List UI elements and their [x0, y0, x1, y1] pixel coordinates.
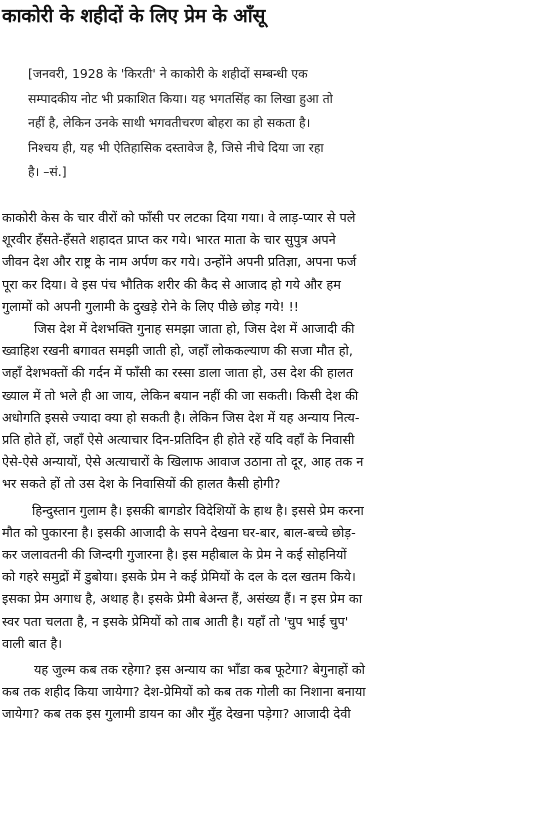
- paragraph-line: ख्याल में तो भले ही आ जाय, लेकिन बयान नहीं की जा सकती। किसी देश की: [2, 388, 359, 404]
- paragraph-line: ऐसे-ऐसे अन्यायों, ऐसे अत्याचारों के खिलाफ आवाज उठाना तो दूर, आह तक न: [2, 455, 364, 471]
- paragraph-line: हिन्दुस्तान गुलाम है। इसकी बागडोर विदेशियों के हाथ है। इससे प्रेम करना: [32, 503, 364, 519]
- editorial-note-line: [जनवरी, 1928 के 'किरती' ने काकोरी के शहीदों सम्बन्धी एक: [28, 66, 308, 81]
- paragraph-line: काकोरी केस के चार वीरों को फाँसी पर लटका दिया गया। वे लाड़-प्यार से पले: [2, 211, 356, 226]
- paragraph-line: भर सकते हों तो उस देश के निवासियों की हालत कैसी होगी?: [2, 477, 281, 493]
- paragraph-line: स्वर पता चलता है, न इसके प्रेमियों को ताब आती है। यहाँ तो 'चुप भाई चुप': [2, 614, 349, 630]
- editorial-note: [28, 62, 498, 185]
- paragraph-line: इसका प्रेम अगाध है, अथाह है। इसके प्रेमी बेअन्त हैं, असंख्य हैं। न इस प्रेम का: [2, 592, 363, 608]
- article-body: [2, 208, 532, 727]
- paragraph-line: कर जलावतनी की जिन्दगी गुजारना है। इस महीबाल के प्रेम ने कई सोहनियों: [2, 548, 347, 564]
- paragraph-line: जीवन देश और राष्ट्र के नाम अर्पण कर गये। उन्होंने अपनी प्रतिज्ञा, अपना फर्ज: [2, 255, 357, 271]
- paragraph-line: गुलामों को अपनी गुलामी के दुखड़े रोने के लिए पीछे छोड़ गये! !!: [2, 299, 299, 315]
- paragraph: [2, 501, 532, 656]
- paragraph: [2, 660, 532, 727]
- paragraph-line: जिस देश में देशभक्ति गुनाह समझा जाता हो, जिस देश में आजादी की: [34, 322, 355, 338]
- paragraph: [2, 319, 532, 497]
- paragraph: [2, 208, 532, 319]
- paragraph-line: वाली बात है।: [2, 636, 63, 652]
- paragraph-line: यह जुल्म कब तक रहेगा? इस अन्याय का भाँडा कब फूटेगा? बेगुनाहों को: [34, 663, 365, 679]
- paragraph-line: पूरा कर दिया। वे इस पंच भौतिक शरीर की कैद से आजाद हो गये और हम: [2, 277, 341, 293]
- paragraph-line: जहाँ देशभक्तों की गर्दन में फाँसी का रस्सा डाला जाता हो, उस देश की हालत: [2, 366, 354, 382]
- paragraph-line: ख्वाहिश रखनी बगावत समझी जाती हो, जहाँ लोककल्याण की सजा मौत हो,: [2, 344, 353, 360]
- paragraph-line: शूरवीर हँसते-हँसते शहादत प्राप्त कर गये। भारत माता के चार सुपुत्र अपने: [2, 233, 336, 249]
- paragraph-line: मौत को पुकारना है। इसकी आजादी के सपने देखना घर-बार, बाल-बच्चे छोड़-: [2, 525, 356, 541]
- editorial-note-line: नहीं है, लेकिन उनके साथी भगवतीचरण बोहरा का हो सकता है।: [28, 115, 311, 131]
- paragraph-line: कब तक शहीद किया जायेगा? देश-प्रेमियों को कब तक गोली का निशाना बनाया: [2, 685, 366, 701]
- paragraph-line: जायेगा? कब तक इस गुलामी डायन का और मुँह देखना पड़ेगा? आजादी देवी: [2, 707, 351, 723]
- document-title: काकोरी के शहीदों के लिए प्रेम के आँसू: [2, 5, 266, 27]
- paragraph-line: को गहरे समुद्रों में डुबोया। इसके प्रेम ने कई प्रेमियों के दल के दल खतम किये।: [2, 570, 356, 586]
- editorial-note-line: सम्पादकीय नोट भी प्रकाशित किया। यह भगतसिंह का लिखा हुआ तो: [28, 90, 333, 106]
- paragraph-line: प्रति होते हों, जहाँ ऐसे अत्याचार दिन-प्रतिदिन ही होते रहें यदि वहाँ के निवासी: [2, 433, 355, 449]
- editorial-note-line: निश्चय ही, यह भी ऐतिहासिक दस्तावेज है, जिसे नीचे दिया जा रहा: [28, 139, 324, 155]
- editorial-note-line: है। –सं.]: [28, 164, 67, 180]
- paragraph-line: अधोगति इससे ज्यादा क्या हो सकती है। लेकिन जिस देश में यह अन्याय नित्य-: [2, 410, 360, 426]
